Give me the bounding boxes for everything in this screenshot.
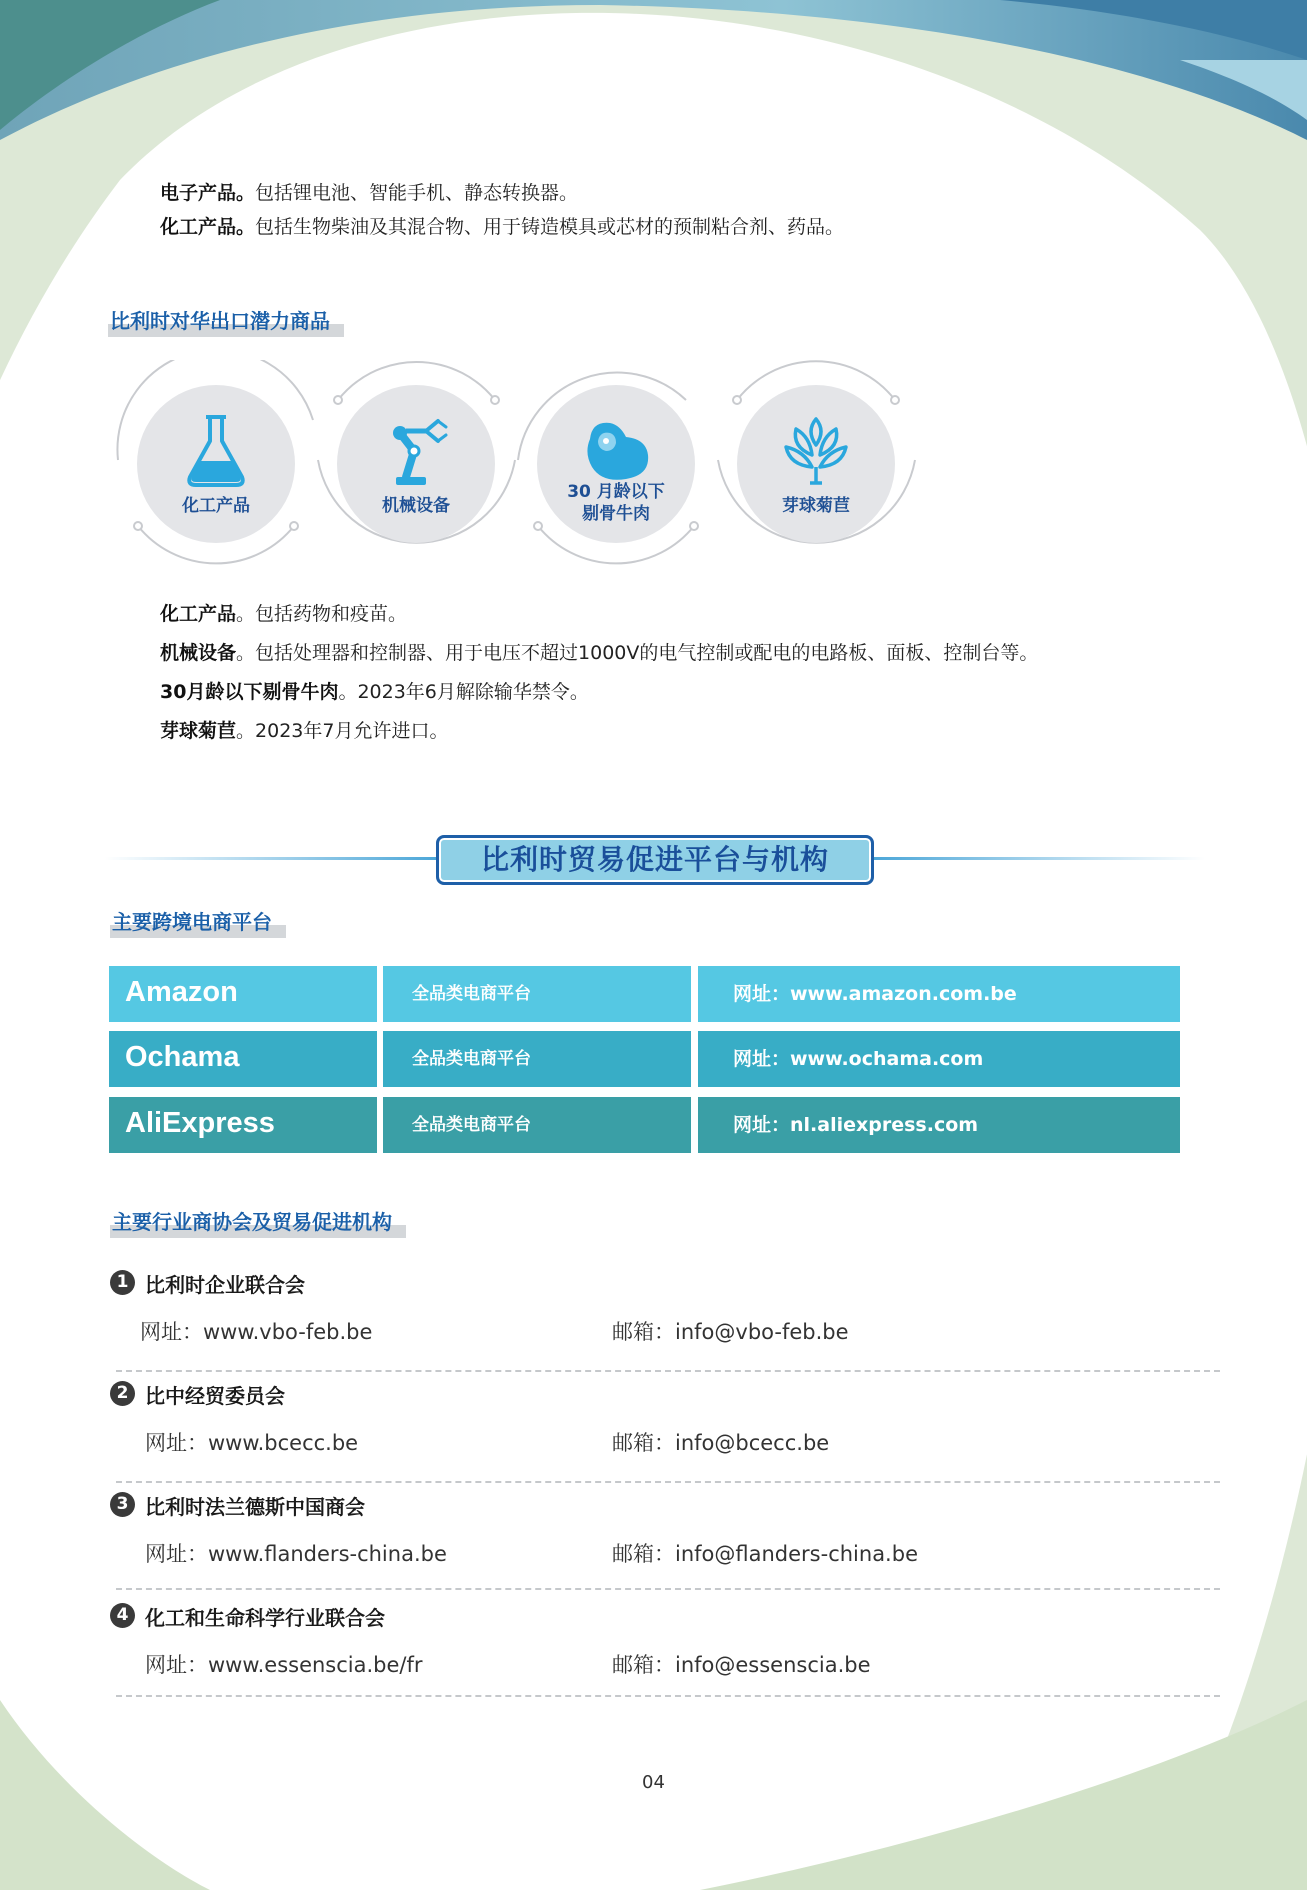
number-badge: 2: [110, 1381, 135, 1406]
detail-item: 30月龄以下剔骨牛肉。2023年6月解除输华禁令。: [160, 681, 589, 703]
number-badge: 1: [110, 1270, 135, 1295]
association-email[interactable]: 邮箱：info@vbo-feb.be: [612, 1320, 849, 1344]
beef-icon: [576, 411, 656, 491]
intro-item: 化工产品。包括生物柴油及其混合物、用于铸造模具或芯材的预制粘合剂、药品。: [160, 216, 845, 238]
product-label: 机械设备: [382, 496, 450, 516]
platform-website[interactable]: 网址：www.ochama.com: [698, 1031, 1180, 1087]
association-website[interactable]: 网址：www.flanders-china.be: [145, 1542, 447, 1566]
detail-item: 芽球菊苣。2023年7月允许进口。: [160, 720, 449, 742]
product-label: 化工产品: [182, 496, 250, 516]
association-name: 比利时法兰德斯中国商会: [145, 1495, 365, 1519]
section-title-associations: 主要行业商协会及贸易促进机构: [112, 1206, 392, 1235]
artichoke-icon: [776, 411, 856, 491]
platform-type: 全品类电商平台: [383, 1031, 691, 1087]
association-name: 化工和生命科学行业联合会: [145, 1606, 385, 1630]
association-email[interactable]: 邮箱：info@flanders-china.be: [612, 1542, 918, 1566]
platform-type: 全品类电商平台: [383, 966, 691, 1022]
product-circle-machinery: [337, 385, 495, 543]
product-label-line1: 30 月龄以下: [567, 482, 665, 502]
platform-name: Amazon: [109, 966, 377, 1022]
association-website[interactable]: 网址：www.bcecc.be: [145, 1431, 359, 1455]
divider: [116, 1588, 1220, 1590]
platform-name: AliExpress: [109, 1097, 377, 1153]
platform-website[interactable]: 网址：nl.aliexpress.com: [698, 1097, 1180, 1153]
association-website[interactable]: 网址：www.essenscia.be/fr: [145, 1653, 423, 1677]
product-circle-chicory: [737, 385, 895, 543]
divider: [116, 1695, 1220, 1697]
platform-type: 全品类电商平台: [383, 1097, 691, 1153]
association-name: 比利时企业联合会: [145, 1273, 305, 1297]
detail-item: 机械设备。包括处理器和控制器、用于电压不超过1000V的电气控制或配电的电路板、面板、控制台等。: [160, 642, 1039, 664]
robot-arm-icon: [376, 411, 456, 491]
flask-icon: [176, 411, 256, 491]
section-title-potential: 比利时对华出口潜力商品: [110, 305, 330, 334]
intro-item: 电子产品。包括锂电池、智能手机、静态转换器。: [160, 182, 579, 204]
number-badge: 4: [110, 1603, 135, 1628]
association-email[interactable]: 邮箱：info@bcecc.be: [612, 1431, 830, 1455]
product-circle-chemical: [137, 385, 295, 543]
product-circle-beef: [537, 385, 695, 543]
section-banner: 比利时贸易促进平台与机构: [436, 835, 874, 885]
product-label-line2: 剔骨牛肉: [582, 504, 650, 524]
number-badge: 3: [110, 1492, 135, 1517]
detail-item: 化工产品。包括药物和疫苗。: [160, 603, 408, 625]
platform-name: Ochama: [109, 1031, 377, 1087]
page-number: 04: [642, 1772, 665, 1793]
section-title-ecommerce: 主要跨境电商平台: [112, 906, 272, 935]
association-name: 比中经贸委员会: [145, 1384, 285, 1408]
association-email[interactable]: 邮箱：info@essenscia.be: [612, 1653, 871, 1677]
divider: [116, 1370, 1220, 1372]
divider: [116, 1481, 1220, 1483]
association-website[interactable]: 网址：www.vbo-feb.be: [140, 1320, 373, 1344]
platform-website[interactable]: 网址：www.amazon.com.be: [698, 966, 1180, 1022]
product-label: 芽球菊苣: [782, 496, 850, 516]
